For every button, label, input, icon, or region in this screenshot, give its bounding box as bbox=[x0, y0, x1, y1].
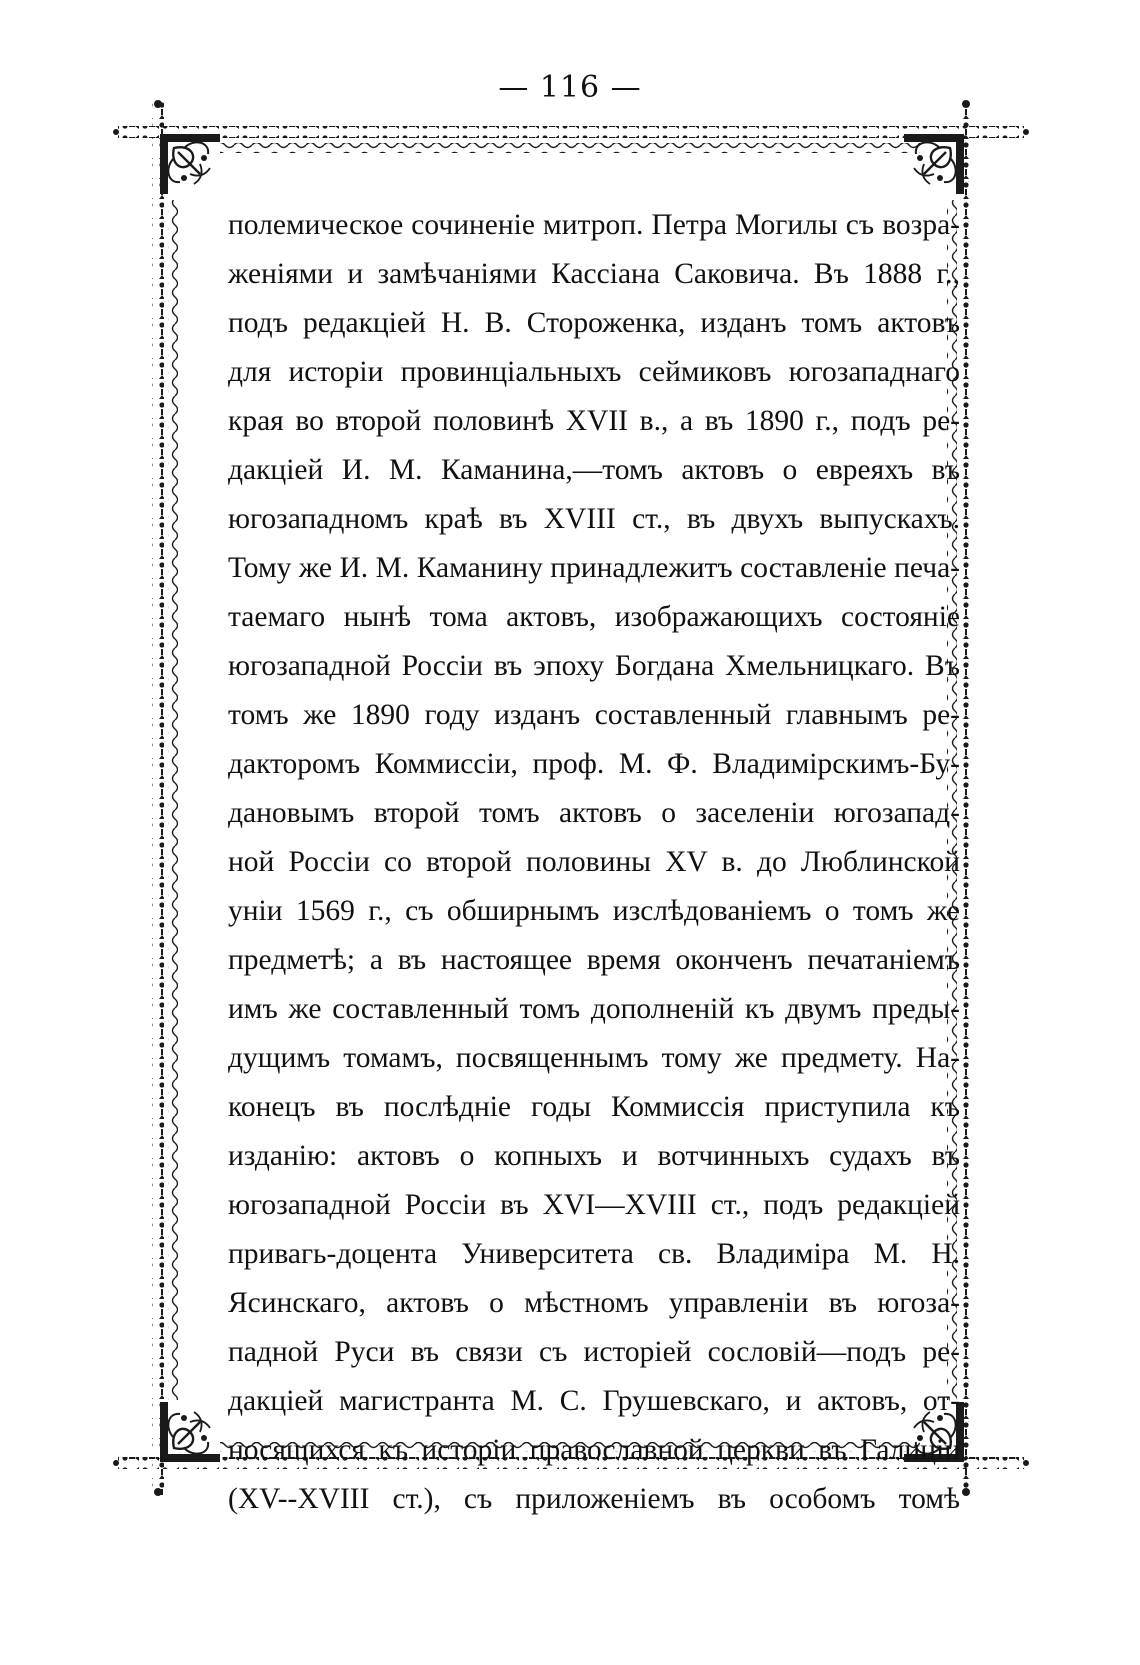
text-line: подъ редакціей Н. В. Стороженка, изданъ томъ актовъ bbox=[228, 307, 960, 339]
text-line: имъ же составленный томъ дополненій къ двумъ преды- bbox=[228, 993, 960, 1025]
left-chain-border bbox=[152, 100, 164, 1495]
left-wave-border bbox=[168, 200, 178, 1400]
top-chain-border bbox=[118, 126, 1024, 138]
text-line: уніи 1569 г., съ обширнымъ изслѣдованіемъ о томъ же bbox=[228, 895, 960, 927]
text-line: томъ же 1890 году изданъ составленный главнымъ ре- bbox=[228, 699, 960, 731]
text-line: Ясинскаго, актовъ о мѣстномъ управленіи въ югоза- bbox=[228, 1287, 960, 1319]
text-line: дановымъ второй томъ актовъ о заселеніи югозапад- bbox=[228, 797, 960, 829]
text-line: югозападномъ краѣ въ XVIII ст., въ двухъ выпускахъ. bbox=[228, 503, 960, 535]
text-line: конецъ въ послѣдніе годы Коммиссія приступила къ bbox=[228, 1091, 960, 1123]
text-line: (XV--XVIII ст.), съ приложеніемъ въ особомъ томѣ bbox=[228, 1483, 960, 1515]
text-line: югозападной Россіи въ XVI—XVIII ст., подъ редакціей bbox=[228, 1189, 960, 1221]
top-wave-border bbox=[220, 143, 920, 153]
text-line: изданію: актовъ о копныхъ и вотчинныхъ судахъ въ bbox=[228, 1140, 960, 1172]
text-line: югозападной Россіи въ эпоху Богдана Хмельницкаго. Въ bbox=[228, 650, 960, 682]
text-line: дущимъ томамъ, посвященнымъ тому же предмету. На- bbox=[228, 1042, 960, 1074]
text-line: женіями и замѣчаніями Кассіана Саковича. Въ 1888 г., bbox=[228, 258, 960, 290]
text-line: края во второй половинѣ XVII в., а въ 1890 г., подъ ре- bbox=[228, 405, 960, 437]
text-line: Тому же И. М. Каманину принадлежитъ составленіе печа- bbox=[228, 552, 960, 584]
text-line: дакторомъ Коммиссіи, проф. М. Ф. Владимірскимъ-Бу- bbox=[228, 748, 960, 780]
text-line: предметѣ; а въ настоящее время оконченъ печатаніемъ bbox=[228, 944, 960, 976]
text-line: носящихся къ исторіи православной церкви въ Галиціи bbox=[228, 1434, 960, 1466]
text-line: дакціей И. М. Каманина,—томъ актовъ о евреяхъ въ bbox=[228, 454, 960, 486]
text-line: привагь-доцента Университета св. Владиміра М. Н. bbox=[228, 1238, 960, 1270]
right-chain-border bbox=[960, 100, 972, 1495]
text-line: дакціей магистранта М. С. Грушевскаго, и актовъ, от- bbox=[228, 1385, 960, 1417]
text-line: для исторіи провинціальныхъ сеймиковъ югозападнаго bbox=[228, 356, 960, 388]
text-line: падной Руси въ связи съ исторіей сословій—подъ ре- bbox=[228, 1336, 960, 1368]
text-line: ной Россіи со второй половины XV в. до Люблинской bbox=[228, 846, 960, 878]
corner-ornament-bottom-left bbox=[160, 1402, 220, 1462]
corner-ornament-top-left bbox=[160, 134, 220, 194]
body-text bbox=[228, 201, 960, 1524]
text-line: таемаго нынѣ тома актовъ, изображающихъ состояніе bbox=[228, 601, 960, 633]
page-number: — 116 — bbox=[498, 70, 642, 105]
text-line: полемическое сочиненіе митроп. Петра Могилы съ возра- bbox=[228, 209, 960, 241]
